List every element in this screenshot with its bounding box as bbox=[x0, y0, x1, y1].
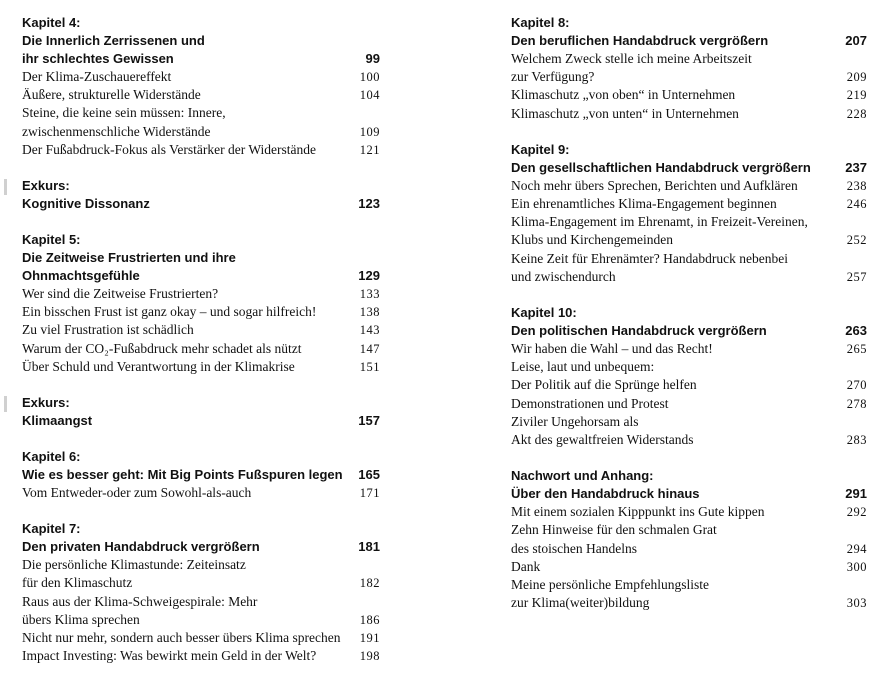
toc-entry: Klima-Engagement im Ehrenamt, in Freizeit-Vereinen, bbox=[511, 214, 808, 230]
chapter-title: ihr schlechtes Gewissen 99 bbox=[22, 51, 380, 66]
toc-entry: Vom Entweder-oder zum Sowohl-als-auch 171 bbox=[22, 485, 380, 501]
chapter-title: Den politischen Handabdruck vergrößern 263 bbox=[511, 323, 867, 339]
toc-entry: Meine persönliche Empfehlungsliste bbox=[511, 577, 709, 593]
chapter-title: Den gesellschaftlichen Handabdruck vergrößern 237 bbox=[511, 159, 867, 175]
toc-entry: Klimaschutz „von oben“ in Unternehmen 219 bbox=[511, 87, 867, 103]
page-number: 237 bbox=[845, 159, 867, 175]
chapter-label: Kapitel 9: bbox=[511, 141, 570, 157]
toc-entry: Zehn Hinweise für den schmalen Grat bbox=[511, 522, 717, 538]
chapter-9 bbox=[511, 141, 867, 286]
toc-entry: Zu viel Frustration ist schädlich 143 bbox=[22, 322, 380, 338]
chapter-8 bbox=[511, 14, 867, 123]
toc-entry: Akt des gewaltfreien Widerstands 283 bbox=[511, 432, 867, 448]
toc-entry: Dank 300 bbox=[511, 558, 867, 574]
toc-entry: Über Schuld und Verantwortung in der Klimakrise 151 bbox=[22, 358, 380, 374]
toc-entry: zur Klima(weiter)bildung 303 bbox=[511, 595, 867, 611]
chapter-title: Die Zeitweise Frustrierten und ihre bbox=[22, 250, 236, 266]
toc-entry: Die persönliche Klimastunde: Zeiteinsatz bbox=[22, 557, 246, 573]
toc-entry: Steine, die keine sein müssen: Innere, bbox=[22, 105, 226, 121]
toc-entry: Warum der CO₂-Fußabdruck mehr schadet als nützt 147 bbox=[22, 340, 380, 356]
chapter-label: Kapitel 8: bbox=[511, 15, 570, 30]
chapter-4 bbox=[22, 14, 380, 159]
chapter-10 bbox=[511, 304, 867, 449]
margin-bar bbox=[4, 396, 7, 412]
chapter-label: Kapitel 6: bbox=[22, 449, 81, 465]
toc-entry: Keine Zeit für Ehrenämter? Handabdruck nebenbei bbox=[511, 250, 788, 266]
toc-entry: für den Klimaschutz 182 bbox=[22, 575, 380, 591]
toc-entry: Ein ehrenamtliches Klima-Engagement beginnen 246 bbox=[511, 196, 867, 212]
margin-bar bbox=[4, 179, 7, 195]
toc-entry: Ziviler Ungehorsam als bbox=[511, 413, 639, 429]
page-number: 157 bbox=[358, 413, 380, 429]
chapter-title: Wie es besser geht: Mit Big Points Fußspuren legen 165 bbox=[22, 467, 380, 483]
page-number: 181 bbox=[358, 539, 380, 555]
chapter-title: Den privaten Handabdruck vergrößern 181 bbox=[22, 539, 380, 555]
page-number: 263 bbox=[845, 323, 867, 339]
toc-entry: Der Fußabdruck-Fokus als Verstärker der Widerstände 121 bbox=[22, 141, 380, 157]
page-number: 165 bbox=[358, 467, 380, 483]
chapter-label: Kapitel 7: bbox=[22, 521, 81, 537]
page-number: 207 bbox=[845, 33, 867, 48]
chapter-5 bbox=[22, 231, 380, 376]
toc-entry: Impact Investing: Was bewirkt mein Geld in der Welt? 198 bbox=[22, 648, 380, 664]
toc-entry: Demonstrationen und Protest 278 bbox=[511, 395, 867, 411]
chapter-label: Kapitel 5: bbox=[22, 232, 81, 248]
chapter-title: Über den Handabdruck hinaus 291 bbox=[511, 486, 867, 502]
toc-left-column bbox=[22, 14, 380, 683]
toc-entry: Noch mehr übers Sprechen, Berichten und Aufklären 238 bbox=[511, 177, 867, 193]
chapter-7 bbox=[22, 520, 380, 665]
exkurs-2 bbox=[22, 394, 380, 430]
toc-entry: Ein bisschen Frust ist ganz okay – und sogar hilfreich! 138 bbox=[22, 304, 380, 320]
exkurs-title: Kognitive Dissonanz 123 bbox=[22, 196, 380, 212]
toc-entry: Der Klima-Zuschauereffekt 100 bbox=[22, 69, 380, 84]
toc-right-column bbox=[511, 14, 867, 630]
toc-entry: Äußere, strukturelle Widerstände 104 bbox=[22, 87, 380, 103]
toc-entry: Welchem Zweck stelle ich meine Arbeitszeit bbox=[511, 51, 752, 66]
toc-entry: zwischenmenschliche Widerstände 109 bbox=[22, 123, 380, 139]
toc-entry: Wer sind die Zeitweise Frustrierten? 133 bbox=[22, 286, 380, 302]
toc-entry: Klimaschutz „von unten“ in Unternehmen 228 bbox=[511, 105, 867, 121]
toc-entry: Wir haben die Wahl – und das Recht! 265 bbox=[511, 341, 867, 357]
toc-entry: des stoischen Handelns 294 bbox=[511, 540, 867, 556]
exkurs-1 bbox=[22, 177, 380, 213]
exkurs-title: Klimaangst 157 bbox=[22, 413, 380, 429]
chapter-label: Nachwort und Anhang: bbox=[511, 468, 654, 484]
chapter-title: Die Innerlich Zerrissenen und bbox=[22, 33, 205, 48]
chapter-title: Ohnmachtsgefühle 129 bbox=[22, 268, 380, 284]
chapter-label: Kapitel 10: bbox=[511, 305, 577, 321]
toc-entry: übers Klima sprechen 186 bbox=[22, 611, 380, 627]
toc-entry: Der Politik auf die Sprünge helfen 270 bbox=[511, 377, 867, 393]
toc-entry: Klubs und Kirchengemeinden 252 bbox=[511, 232, 867, 248]
chapter-title: Den beruflichen Handabdruck vergrößern 207 bbox=[511, 33, 867, 48]
nachwort-anhang bbox=[511, 467, 867, 612]
page-number: 99 bbox=[365, 51, 380, 66]
toc-entry: und zwischendurch 257 bbox=[511, 268, 867, 284]
toc-entry: zur Verfügung? 209 bbox=[511, 69, 867, 85]
toc-entry: Nicht nur mehr, sondern auch besser übers Klima sprechen 191 bbox=[22, 630, 380, 646]
chapter-6 bbox=[22, 448, 380, 502]
exkurs-label: Exkurs: bbox=[22, 395, 70, 411]
toc-entry: Raus aus der Klima-Schweigespirale: Mehr bbox=[22, 593, 258, 609]
toc-entry: Leise, laut und unbequem: bbox=[511, 359, 655, 375]
exkurs-label: Exkurs: bbox=[22, 178, 70, 194]
page-number: 291 bbox=[845, 486, 867, 502]
chapter-label: Kapitel 4: bbox=[22, 15, 81, 30]
page-number: 123 bbox=[358, 196, 380, 212]
toc-entry: Mit einem sozialen Kipppunkt ins Gute kippen 292 bbox=[511, 504, 867, 520]
page-number: 129 bbox=[358, 268, 380, 284]
